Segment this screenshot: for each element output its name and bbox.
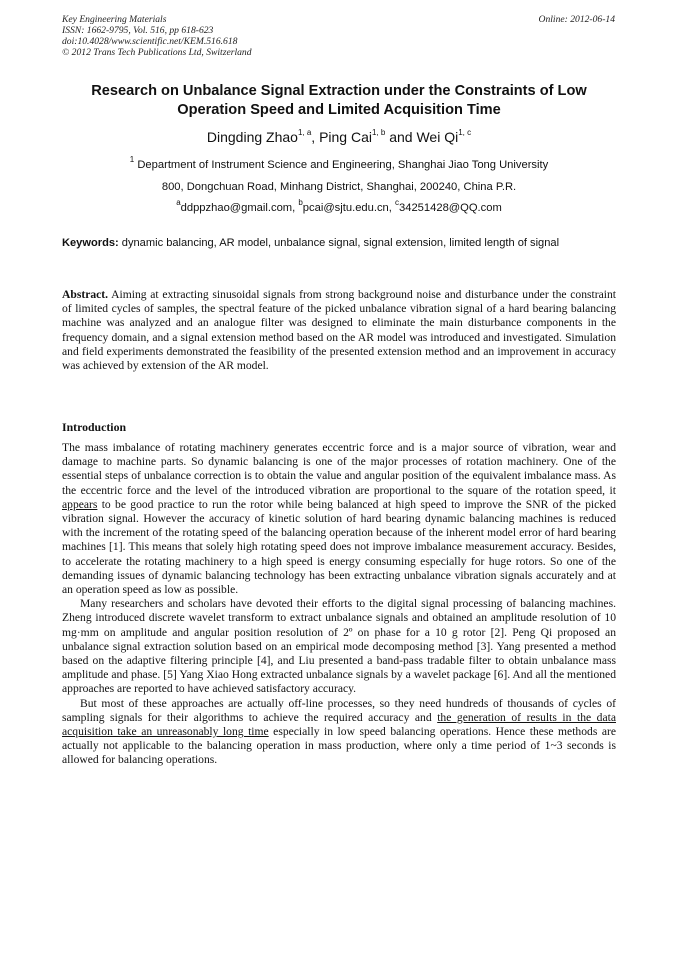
keywords-label: Keywords: [62, 237, 119, 249]
abstract-block [62, 288, 616, 373]
paragraph [62, 697, 616, 768]
author-mark: 1, b [371, 128, 386, 138]
keywords-text: dynamic balancing, AR model, unbalance signal, signal extension, limited length of signal [118, 237, 560, 249]
issn-line: ISSN: 1662-9795, Vol. 516, pp 618-623 [62, 25, 214, 36]
author-list [62, 128, 616, 146]
online-date: Online: 2012-06-14 [538, 14, 615, 25]
affiliation-text: Department of Instrument Science and Engineering, Shanghai Jiao Tong University [134, 159, 549, 171]
author-name: Dingding Zhao [206, 129, 298, 145]
doi-line[interactable]: doi:10.4028/www.scientific.net/KEM.516.618 [62, 36, 238, 47]
author-separator: , [311, 129, 320, 145]
email-link[interactable]: ddppzhao@gmail.com, [180, 202, 299, 214]
section-heading-introduction: Introduction [62, 420, 127, 434]
paragraph-text: to be good practice to run the rotor while being balanced at high speed to improve the SNR of the picked vibration signal. However the accuracy of kinetic solution of hard bearing dynamic balancing machines is reduced with the increment of the rotating speed of the balancing operation because of the inherent model error of hard bearing machines [1]. This means that solely high rotating speed does not improve imbalance measurement accuracy. Besides, to accelerate the rotating machinery to a high speed is energy consuming especially for huge rotors. So one of the demanding issues of dynamic balancing technology has been extracting unbalance vibration signals accurately and at an operation speed as low as possible. [62, 497, 616, 597]
author-mark: 1, c [458, 128, 472, 138]
paragraph-text: The mass imbalance of rotating machinery generates eccentric force and is a major source of vibration, wear and damage to machine parts. So dynamic balancing is one of the major processes of rotation machinery. One of the essential steps of unbalance correction is to obtain the value and angular position of the equivalent imbalance mass. As the eccentric force and the level of the introduced vibration are proportional to the square of the rotation speed, it [62, 441, 616, 497]
paragraph-text: But most of these approaches are actually off-line processes, so they need hundreds of thousands of cycles of sampling signals for their algorithms to achieve the required accuracy and [62, 696, 616, 724]
underlined-text: appears [62, 497, 98, 511]
abstract-text: Aiming at extracting sinusoidal signals from strong background noise and disturbance under the constraint of limited cycles of samples, the spectral feature of the picked unbalance vibration signal of a hard bearing balancing machine was analyzed and an analogue filter was designed to eliminate the main disturbance components in the frequency domain, and a signal extension method based on the AR model was introduced and investigated. Simulation and field experiments demonstrated the feasibility of the presented extension method and an improvement in accuracy was achieved by extension of the AR model. [62, 288, 616, 373]
author-name: Ping Cai [319, 129, 372, 145]
email-mark: a [176, 198, 181, 208]
email-link[interactable]: 34251428@QQ.com [399, 202, 502, 214]
journal-meta [62, 14, 252, 58]
email-link[interactable]: pcai@sjtu.edu.cn, [302, 202, 396, 214]
email-mark: c [395, 198, 400, 208]
paragraph [62, 441, 616, 597]
keywords-block [62, 236, 616, 250]
affiliation-address: 800, Dongchuan Road, Minhang District, Shanghai, 200240, China P.R. [161, 181, 517, 193]
paragraph-text: especially in low speed balancing operations. Hence these methods are actually not applicable to the balancing operation in mass production, where only a time period of 1~3 seconds is allowed for balancing operations. [62, 725, 616, 767]
author-mark: 1, a [297, 128, 312, 138]
affiliation-department [62, 155, 616, 172]
author-name: Wei Qi [416, 129, 459, 145]
email-mark: b [298, 198, 303, 208]
email-list [62, 198, 616, 215]
copyright-line: © 2012 Trans Tech Publications Ltd, Switzerland [62, 47, 252, 58]
abstract-label: Abstract. [62, 288, 109, 301]
paragraph: Many researchers and scholars have devoted their efforts to the digital signal processing of balancing machines. Zheng introduced discrete wavelet transform to extract unbalance signals and obtained an amplitude resolution of 10 mg·mm on amplitude and angular position resolution of 2º on phase for a 10 g rotor [2]. Peng Qi proposed an unbalance signal extraction solution based on an empirical mode decomposing method [3]. Yang presented a method based on the adaptive filtering principle [4], and Liu presented a band-pass tradable filter to obtain unbalance mass amplitude and phase. [5] Yang Xiao Hong extracted unbalance signals by a wavelet package [6]. And all the mentioned approaches are reported to have achieved satisfactory accuracy. [62, 597, 616, 696]
paper-title: Research on Unbalance Signal Extraction under the Constraints of Low Operation Speed and Limited Acquisition Time [91, 83, 587, 118]
introduction-body [62, 441, 616, 768]
underlined-text: the generation of results in the data acquisition take an unreasonably long time [62, 710, 616, 739]
author-separator: and [385, 129, 417, 145]
affiliation-mark: 1 [129, 155, 135, 165]
journal-name: Key Engineering Materials [62, 14, 167, 25]
